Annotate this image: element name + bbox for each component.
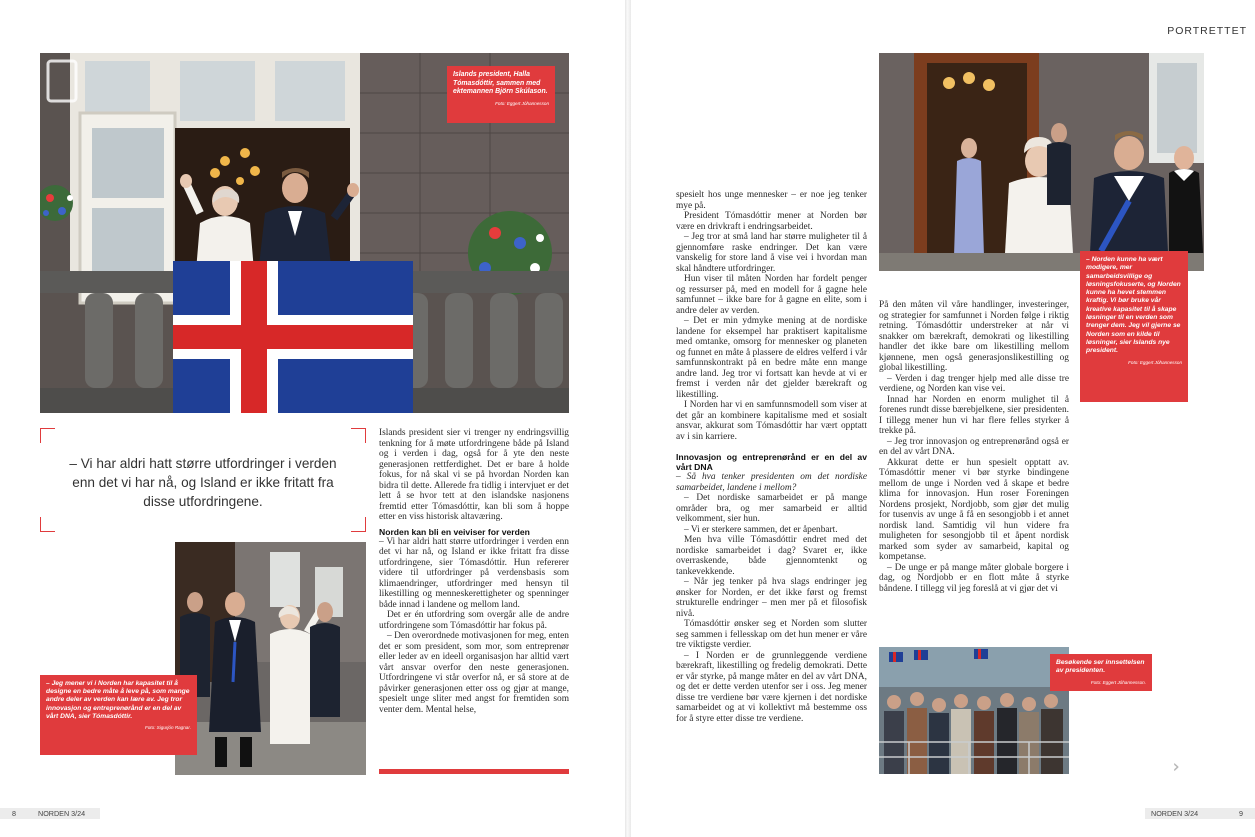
paragraph: Tómasdóttir ønsker seg et Norden som slutter seg sammen i fellesskap om det hun mener er våre tre viktigste verdier. bbox=[676, 619, 867, 650]
left-folio bbox=[0, 808, 100, 819]
paragraph: – De unge er på mange måter globale borgere i dag, og Nordjobb er en flott måte å styrke båndene. I tillegg vil jeg foreslå at vi gjør det vi bbox=[879, 562, 1069, 594]
pull-quote-text: – Vi har aldri hatt større utfordringer i verden enn det vi har nå, og Island er ikke fritatt fra disse utfordringene. bbox=[69, 456, 337, 509]
paragraph: spesielt hos unge mennesker – er noe jeg tenker mye på. bbox=[676, 190, 867, 211]
walking-scene-image bbox=[175, 542, 366, 775]
photo-credit: Foto: Eggert Jóhannesson bbox=[1128, 359, 1182, 365]
paragraph: – Jeg tror innovasjon og entreprenørånd også er en del av vårt DNA. bbox=[879, 436, 1069, 457]
page-number: 8 bbox=[12, 809, 16, 818]
paragraph: – Den overordnede motivasjonen for meg, enten det er som president, som mor, som entreprenør eller leder av en ideell organisasjon har alltid vært vårt ansvar overfor den neste generasjonen. Utfordringene vi står overfor nå, er så store at de påvirker generasjonen etter oss og gjør at mange, spesielt unge sliter med angst for fremtiden som venter dem. Mental helse, bbox=[379, 631, 569, 715]
right-article-column-2 bbox=[879, 300, 1069, 594]
bracket-top-right bbox=[351, 428, 366, 443]
crowd-photo bbox=[879, 647, 1069, 774]
paragraph: – Når jeg tenker på hva slags endringer jeg ønsker for Norden, er det ikke først og fremst strukturelle endringer – men mer på et filosofisk nivå. bbox=[676, 577, 867, 619]
paragraph: – Det er min ydmyke mening at de nordiske landene for eksempel har praktisert kapitalisme med omtanke, omsorg for mennesker og planeten og funnet en måte å plassere de eldres velferd i vår samfunnskontrakt på en bedre måte enn mange andre land. Jeg tror vi fortsatt kan hevde at vi er fremst i verden når det gjelder bærekraft og likestilling. bbox=[676, 316, 867, 400]
exit-building-photo bbox=[879, 53, 1204, 271]
caption-text: – Norden kunne ha vært modigere, mer samarbeidsvillige og løsningsfokuserte, og Norden kunne ha hevet stemmen kraftig. Vi bør bruke vår kreative kapasitet til å skape løsninger til en verden som trenger dem. Jeg vil gjerne se Norden som en kilde til løsninger, sier Islands nye president. bbox=[1086, 256, 1181, 355]
caption-text: – Jeg mener vi i Norden har kapasitet til å designe en bedre måte å leve på, som mange andre deler av verden kan lære av. Jeg tror innovasjon og entreprenørånd er en del av vårt DNA, sier Tómasdóttir. bbox=[46, 680, 190, 720]
crowd-scene-image bbox=[879, 647, 1069, 774]
paragraph: – Vi har aldri hatt større utfordringer i verden enn det vi har nå, og Island er ikke fritatt fra disse utfordringene, sier Tómasdóttir. Hun refererer videre til utfordringer på verdensbasis som klimaendringer, utfordringer med hensyn til likestilling og menneskerettigheter og spenninger både innad i landene og mellom land. bbox=[379, 536, 569, 610]
crowd-photo-caption bbox=[1050, 654, 1152, 691]
bracket-top-left bbox=[40, 428, 55, 443]
paragraph: På den måten vil våre handlinger, investeringer, og strategier for samfunnet i Norden følge i riktig retning. Tómasdóttir understreker at når vi snakker om bærekraft, demokrati og likestilling handler det ikke bare om likestilling mellom kjønnene, men også generasjonslikestilling og global likestilling. bbox=[879, 300, 1069, 373]
paragraph: – Jeg tror at små land har større muligheter til å gjennomføre raske endringer. Det kan være vanskelig for store land å vise vei i hvordan man skal håndtere utfordringer. bbox=[676, 232, 867, 274]
president-walking-photo bbox=[175, 542, 366, 775]
section-label: PORTRETTET bbox=[1167, 25, 1247, 37]
left-page bbox=[0, 0, 625, 837]
magazine-title: NORDEN 3/24 bbox=[38, 809, 86, 818]
paragraph: – Det nordiske samarbeidet er på mange områder bra, og mer samarbeid er alltid velkomment, sier hun. bbox=[676, 493, 867, 524]
paragraph: Men hva ville Tómasdóttir endret med det nordiske samarbeidet i dag? Svaret er, ikke overraskende, både gjennomtenkt og tankevekkende. bbox=[676, 535, 867, 577]
photo-credit: Foto: Eggert Jóhannesson bbox=[495, 100, 549, 106]
exit-scene-image bbox=[879, 53, 1204, 271]
caption-text: Besøkende ser innsettelsen av presidenten. bbox=[1056, 659, 1145, 675]
left-article-column bbox=[379, 428, 569, 715]
magazine-title: NORDEN 3/24 bbox=[1151, 809, 1199, 818]
top-photo-caption bbox=[1080, 251, 1188, 402]
paragraph: I Norden har vi en samfunnsmodell som viser at det går an kombinere kapitalisme med et sosialt ansvar, akkurat som Tómasdóttir har vært opptatt av i sin karriere. bbox=[676, 400, 867, 442]
paragraph: President Tómasdóttir mener at Norden bør være en drivkraft i endringsarbeidet. bbox=[676, 211, 867, 232]
main-photo-caption bbox=[447, 66, 555, 123]
page-number: 9 bbox=[1239, 809, 1243, 818]
paragraph: Akkurat dette er hun spesielt opptatt av. Tómasdóttir mener vi bør styrke bindingene mellom de unge i Norden ved å skape et bedre klima for innovasjon. Hun roser Foreningen Nordens prosjekt, Nordjobb, som gjør det mulig for tusenvis av unge å få en sesongjobb i et annet nordisk land. Samtidig vil hun videre fra muligheten for sesongjobb til et åpent nordisk marked som syder av samarbeid, kapital og kompetanse. bbox=[879, 457, 1069, 562]
intro-paragraph: Islands president sier vi trenger ny endringsvillig tenkning for å møte utfordringene både på Island og i verden i dag, også for å yte den neste generasjonen rettferdighet. Det er bare å holde fokus, for nå skal vi se på hvordan Norden kan bidra til dette. Allerede fra tidlig i intervjuet er det lett å se hvor tett at den islandske nasjonens fremtid etter Tómasdóttir, kan bli som å hoppe etter en viss historisk altaværing. bbox=[379, 428, 569, 522]
section-heading: Innovasjon og entreprenørånd er en del av vårt DNA bbox=[676, 452, 867, 472]
paragraph: Hun viser til måten Norden har fordelt penger og ressurser på, med en modell for å gagne hele samfunnet – ikke bare for å gagne en elite, som i andre deler av verden. bbox=[676, 274, 867, 316]
section-heading: Norden kan bli en veiviser for verden bbox=[379, 526, 530, 537]
icelandic-flag bbox=[173, 261, 413, 413]
right-folio bbox=[1145, 808, 1255, 819]
caption-text: Islands president, Halla Tómasdóttir, sammen med ektemannen Björn Skúlason. bbox=[453, 71, 548, 96]
paragraph: Det er én utfordring som overgår alle de andre utfordringene som Tómasdóttir har fokus på. bbox=[379, 610, 569, 631]
pull-quote bbox=[40, 428, 366, 532]
bracket-bottom-right bbox=[351, 517, 366, 532]
paragraph: Innad har Norden en enorm mulighet til å forenes rundt disse bærebjelkene, sier presidenten. I tillegg mener hun vi har flere felles styrker å trekke på. bbox=[879, 394, 1069, 436]
right-article-column-1 bbox=[676, 190, 867, 724]
paragraph: – Verden i dag trenger hjelp med alle disse tre verdiene, og Norden kan vise vei. bbox=[879, 373, 1069, 394]
column-end-bar bbox=[379, 769, 569, 774]
photo-credit: Foto: Sigurjón Ragnar. bbox=[144, 725, 191, 731]
bracket-bottom-left bbox=[40, 517, 55, 532]
second-photo-caption bbox=[40, 675, 197, 755]
paragraph: – I Norden er de grunnleggende verdiene bærekraft, likestilling og fredelig demokrati. Dette er vår styrke, på mange måter en del av vårt DNA, og det er dette verden utenfor ser i oss. Jeg mener disse tre verdiene bør være kjernen i det nordiske samarbeidet og at vi kollektivt må bestemme oss for å styre etter disse tre verdiene. bbox=[676, 650, 867, 724]
interview-question: – Så hva tenker presidenten om det nordiske samarbeidet, landene i mellom? bbox=[676, 472, 867, 493]
photo-credit: Foto: Eggert Jóhannesson. bbox=[1090, 679, 1146, 685]
paragraph: – Vi er sterkere sammen, det er åpenbart. bbox=[684, 524, 838, 535]
